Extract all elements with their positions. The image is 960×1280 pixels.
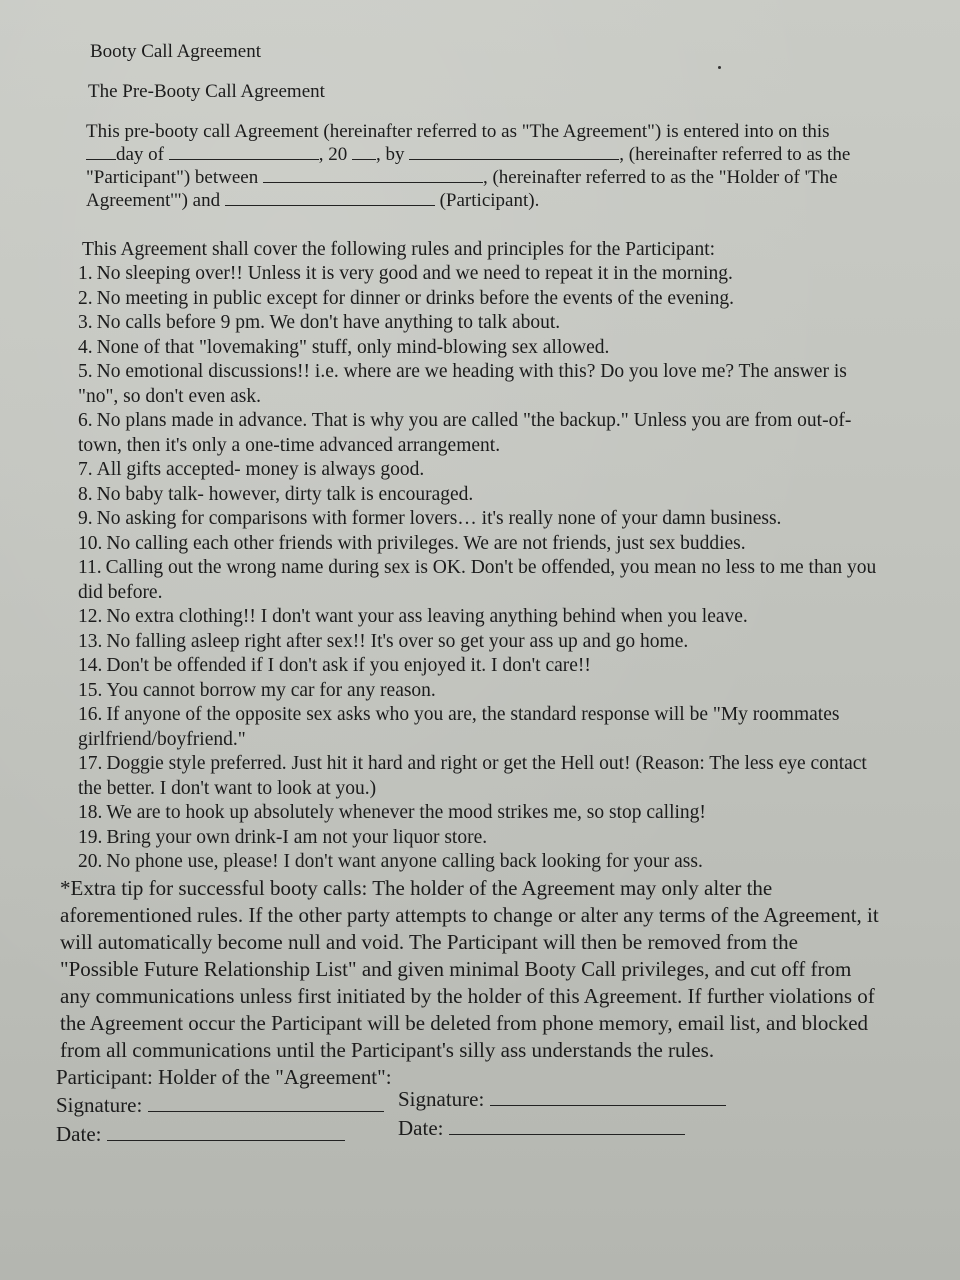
participant-blank [225, 189, 435, 206]
participant-signature [56, 1091, 384, 1119]
signature-header: Participant: Holder of the "Agreement": [56, 1064, 392, 1089]
rule-number: 7. [78, 459, 93, 480]
rule-text: No emotional discussions!! i.e. where are we heading with this? Do you love me? The answer is "no", so don't even ask. [78, 361, 847, 407]
rule-text: Don't be offended if I don't ask if you enjoyed it. I don't care!! [106, 655, 591, 676]
rule-text: No meeting in public except for dinner or drinks before the events of the evening. [96, 287, 734, 309]
rule-text: No sleeping over!! Unless it is very good and we need to repeat it in the morning. [96, 263, 733, 284]
rule-number: 12. [78, 606, 103, 627]
participant-name-blank [409, 143, 619, 160]
rule-text: You cannot borrow my car for any reason. [106, 679, 436, 701]
rule-text: No calling each other friends with privileges. We are not friends, just sex buddies. [106, 532, 746, 554]
participant-signature-line[interactable] [148, 1093, 384, 1112]
rule-item [78, 556, 878, 605]
rule-number: 4. [78, 336, 93, 358]
holder-date [398, 1114, 685, 1142]
document-body [56, 40, 916, 1149]
intro-text-2: day of [116, 144, 169, 165]
rule-number: 17. [78, 753, 103, 774]
rule-item [78, 336, 878, 361]
rule-item [78, 360, 878, 409]
holder-signature-label: Signature: [398, 1086, 485, 1111]
month-blank [169, 143, 319, 160]
intro-text-3: , 20 [318, 144, 353, 165]
rule-number: 3. [78, 312, 93, 333]
rule-text: No baby talk- however, dirty talk is encouraged. [96, 483, 474, 505]
rule-number: 14. [78, 655, 103, 676]
holder-name-blank [263, 166, 483, 183]
rule-number: 16. [78, 704, 103, 725]
rule-number: 20. [78, 851, 103, 872]
rule-number: 1. [78, 263, 93, 284]
rule-item [78, 507, 878, 532]
rule-item [78, 630, 878, 655]
rule-number: 11. [78, 557, 102, 578]
holder-date-line[interactable] [449, 1116, 685, 1135]
rule-number: 5. [78, 361, 93, 382]
intro-text-7: (Participant). [434, 190, 540, 211]
rule-item [78, 826, 878, 851]
rule-item [78, 262, 878, 287]
rule-number: 10. [78, 532, 103, 554]
date-row [56, 1115, 916, 1149]
intro-text-1: This pre-booty call Agreement (hereinafter referred to as "The Agreement") is entered into on this [86, 121, 830, 142]
rule-item [78, 532, 878, 557]
rule-text: No plans made in advance. That is why you are called "the backup." Unless you are from out-of-town, then it's only a one-time advanced arrangement. [78, 410, 852, 456]
document-title: Booty Call Agreement [90, 41, 261, 62]
rule-item [78, 801, 878, 826]
rule-item [78, 458, 878, 483]
rule-number: 13. [78, 630, 103, 652]
rule-number: 15. [78, 679, 103, 701]
rule-number: 19. [78, 826, 103, 848]
rule-item [78, 679, 878, 704]
holder-signature-line[interactable] [490, 1087, 726, 1106]
rule-text: No extra clothing!! I don't want your ass leaving anything behind when you leave. [106, 606, 748, 627]
rule-item [78, 703, 878, 752]
rule-text: Calling out the wrong name during sex is OK. Don't be offended, you mean no less to me than you did before. [78, 557, 877, 603]
rule-item [78, 311, 878, 336]
rule-item [78, 605, 878, 630]
rule-text: No asking for comparisons with former lovers… it's really none of your damn business. [96, 508, 782, 529]
rules-list [56, 262, 916, 875]
rule-text: Doggie style preferred. Just hit it hard and right or get the Hell out! (Reason: The less eye contact the better. I don't want to look at you.) [78, 753, 867, 799]
rule-text: None of that "lovemaking" stuff, only mind-blowing sex allowed. [96, 336, 610, 358]
rule-item [78, 654, 878, 679]
rule-text: No falling asleep right after sex!! It's over so get your ass up and go home. [106, 630, 689, 652]
holder-date-label: Date: [398, 1115, 444, 1140]
participant-signature-label: Signature: [56, 1092, 143, 1117]
participant-date [56, 1120, 345, 1148]
participant-date-label: Date: [56, 1121, 102, 1146]
rule-item [78, 850, 878, 875]
rule-number: 6. [78, 410, 93, 431]
rules-intro: This Agreement shall cover the following rules and principles for the Participant: [82, 239, 716, 260]
document-subtitle: The Pre-Booty Call Agreement [88, 81, 325, 102]
spacer [56, 212, 916, 238]
rule-item [78, 752, 878, 801]
rule-item [78, 483, 878, 508]
rule-number: 8. [78, 483, 93, 505]
intro-text-5: , (hereinafter referred to as the "Participant") between [86, 144, 851, 188]
intro-text-6: , (hereinafter referred to as the "Holder of 'The Agreement'") and [86, 167, 838, 211]
rule-text: No phone use, please! I don't want anyone calling back looking for your ass. [106, 851, 703, 872]
rule-text: No calls before 9 pm. We don't have anything to talk about. [96, 312, 561, 333]
rule-text: Bring your own drink-I am not your liquor store. [106, 826, 488, 848]
rule-text: We are to hook up absolutely whenever the mood strikes me, so stop calling! [106, 802, 706, 823]
rule-item [78, 409, 878, 458]
rule-text: All gifts accepted- money is always good. [96, 459, 425, 480]
intro-text-4: , by [376, 144, 410, 165]
intro-paragraph [86, 120, 856, 212]
rule-number: 2. [78, 287, 93, 309]
rule-number: 18. [78, 802, 103, 823]
year-blank [352, 143, 376, 160]
participant-date-line[interactable] [107, 1122, 345, 1141]
rule-item [78, 287, 878, 312]
rule-number: 9. [78, 508, 93, 529]
extra-tip: *Extra tip for successful booty calls: The holder of the Agreement may only alter the aforementioned rules. If the other party attempts to change or alter any terms of the Agreement, it will automatically become null and void. The Participant will then be removed from the "Possible Future Relationship List" and given minimal Booty Call privileges, and cut off from any communications unless first initiated by the holder of this Agreement. If further violations of the Agreement occur the Participant will be deleted from phone memory, email list, and blocked from all communications until the Participant's silly ass understands the rules. [60, 875, 879, 1062]
rule-text: If anyone of the opposite sex asks who you are, the standard response will be "My roommates girlfriend/boyfriend." [78, 704, 840, 750]
holder-signature [398, 1085, 726, 1113]
day-blank [86, 143, 116, 160]
